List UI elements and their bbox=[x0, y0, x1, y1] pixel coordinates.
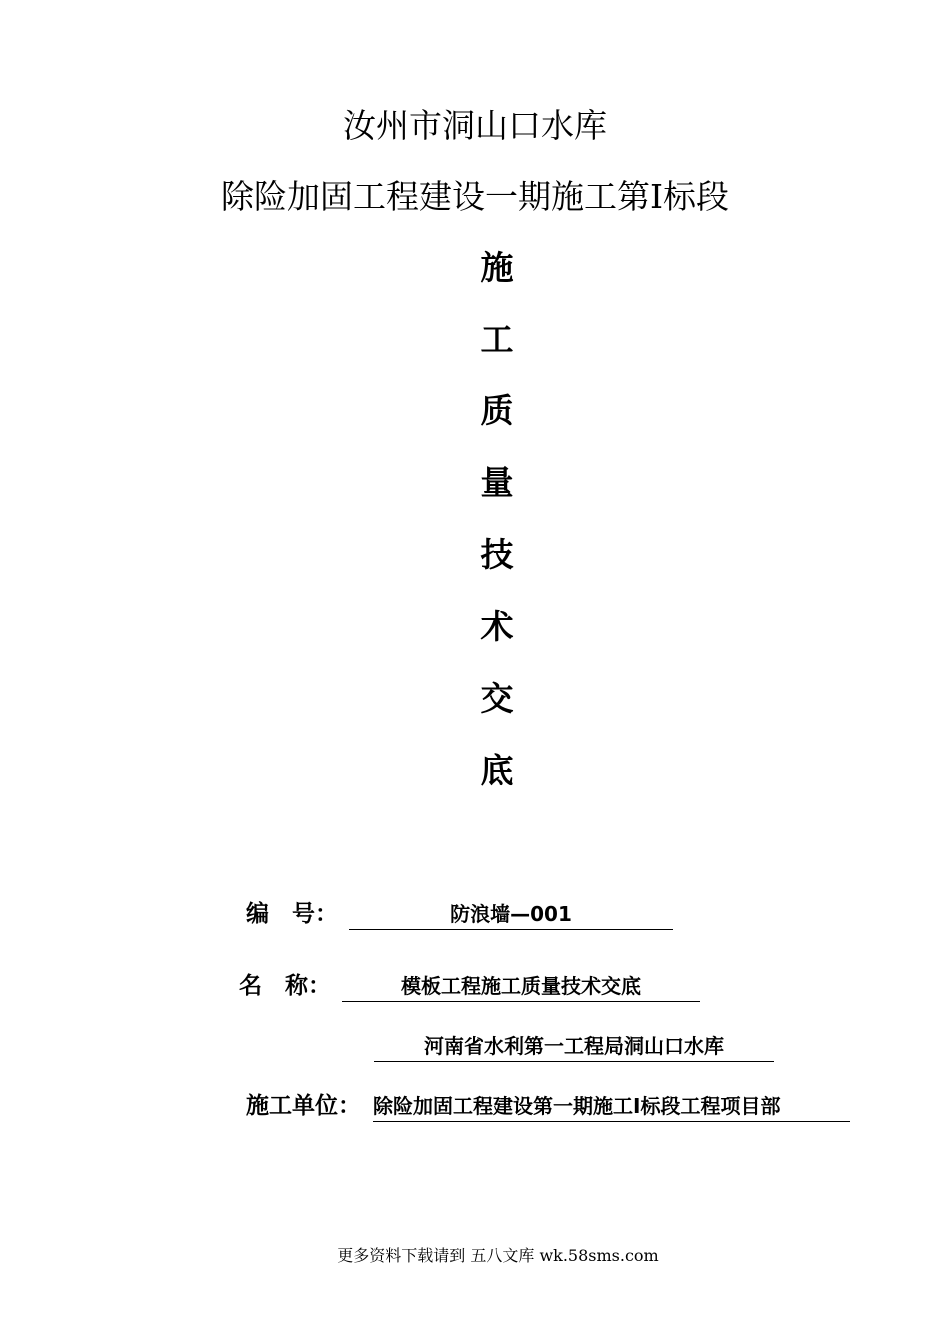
unit-value-line2: 除险加固工程建设第一期施工Ⅰ标段工程项目部 bbox=[373, 1091, 850, 1122]
number-label: 编 号： bbox=[246, 901, 338, 927]
name-value: 模板工程施工质量技术交底 bbox=[342, 971, 700, 1002]
unit-value-line1: 河南省水利第一工程局洞山口水库 bbox=[374, 1031, 774, 1062]
name-label: 名 称： bbox=[239, 973, 331, 999]
unit-label: 施工单位： bbox=[246, 1093, 361, 1119]
title-char-8: 底 bbox=[480, 751, 514, 790]
title-char-5: 技 bbox=[480, 535, 514, 574]
footer-note: 更多资料下载请到 五八文库 wk.58sms.com bbox=[337, 1246, 659, 1265]
project-title: 汝州市洞山口水库 bbox=[343, 106, 607, 145]
title-char-2: 工 bbox=[480, 320, 514, 359]
title-char-4: 量 bbox=[480, 463, 514, 502]
title-char-3: 质 bbox=[480, 391, 514, 430]
title-char-7: 交 bbox=[480, 679, 514, 718]
project-subtitle: 除险加固工程建设一期施工第Ⅰ标段 bbox=[220, 177, 730, 216]
number-value: 防浪墙—001 bbox=[349, 899, 673, 930]
title-char-1: 施 bbox=[480, 248, 514, 287]
title-char-6: 术 bbox=[480, 607, 514, 646]
